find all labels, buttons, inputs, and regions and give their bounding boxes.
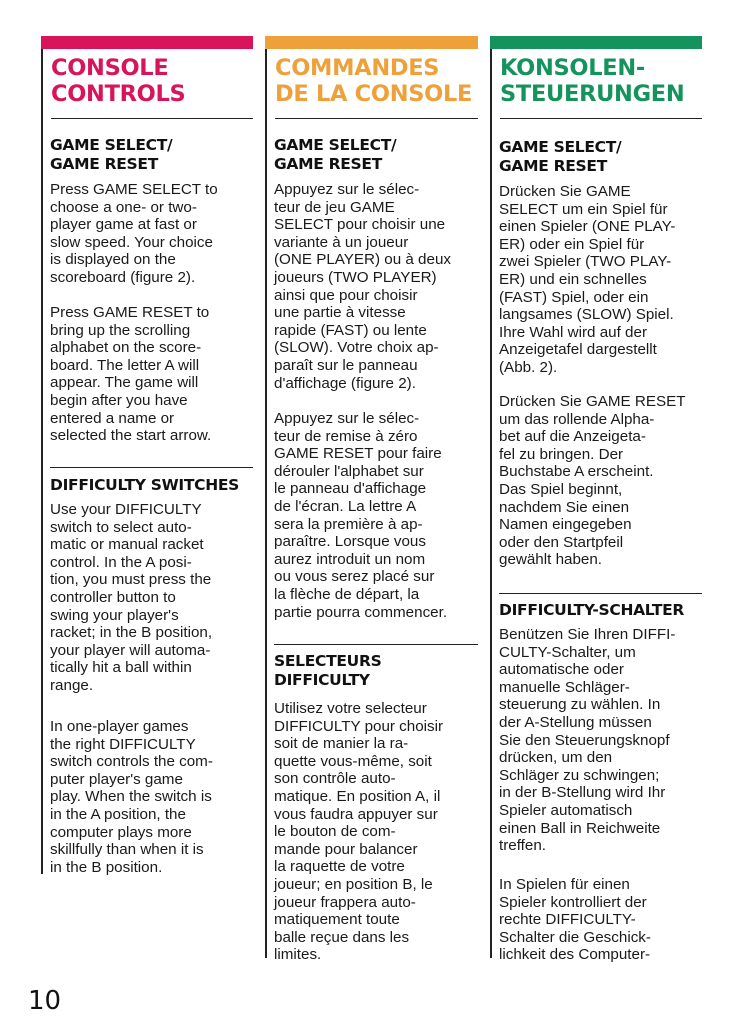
section-rule	[499, 593, 702, 594]
column-divider	[41, 36, 43, 874]
paragraph: Drücken Sie GAME SELECT um ein Spiel für einen Spieler (ONE PLAY- ER) oder ein Spiel für zwei Spieler (TWO PLAY- ER) und ein schnelles (FAST) Spiel, oder ein langsames (SLOW) Spiel. Ihre Wahl wird auf der Anzeigetafel dargestellt (Abb. 2).	[499, 183, 676, 376]
color-bar-orange	[265, 36, 478, 49]
paragraph: Utilisez votre selecteur DIFFICULTY pour choisir soit de manier la ra- quette vous-même, soit son contrôle auto- matique. En position A, il vous faudra appuyer sur le bouton de com- mande pour balancer la raquette de votre joueur; en position B, le joueur frappera auto- matiquement toute balle reçue dans les limites.	[274, 700, 444, 964]
title-rule	[51, 118, 253, 119]
section-heading: GAME SELECT/ GAME RESET	[50, 136, 173, 173]
paragraph: In one-player games the right DIFFICULTY switch controls the com- puter player's game play. When the switch is in the A position, the computer plays more skillfully than when it is in the B position.	[50, 718, 213, 876]
section-heading: DIFFICULTY SWITCHES	[50, 476, 240, 494]
german-title: KONSOLEN- STEUERUNGEN	[500, 55, 685, 107]
paragraph: Appuyez sur le sélec- teur de jeu GAME SELECT pour choisir une variante à un joueur (ONE PLAYER) ou à deux joueurs (TWO PLAYER) ainsi que pour choisir une partie à vitesse rapide (FAST) ou lente (SLOW). Votre choix ap- paraît sur le panneau d'affichage (figure 2).	[274, 181, 451, 392]
paragraph: In Spielen für einen Spieler kontrolliert der rechte DIFFICULTY- Schalter die Geschick- lichkeit des Computer-	[499, 876, 651, 964]
paragraph: Press GAME SELECT to choose a one- or two- player game at fast or slow speed. Your choice is displayed on the scoreboard (figure 2).	[50, 181, 218, 286]
color-bar-red	[41, 36, 253, 49]
section-heading: SELECTEURS DIFFICULTY	[274, 652, 382, 689]
page-number: 10	[28, 986, 62, 1016]
column-divider	[490, 36, 492, 958]
column-divider	[265, 36, 267, 958]
color-bar-green	[490, 36, 702, 49]
paragraph: Press GAME RESET to bring up the scrolling alphabet on the score- board. The letter A will appear. The game will begin after you have entered a name or selected the start arrow.	[50, 304, 212, 445]
paragraph: Drücken Sie GAME RESET um das rollende Alpha- bet auf die Anzeigeta- fel zu bringen. Der Buchstabe A erscheint. Das Spiel beginnt, nachdem Sie einen Namen eingegeben oder den Startpfeil gewählt haben.	[499, 393, 686, 569]
section-rule	[50, 467, 253, 468]
title-rule	[275, 118, 478, 119]
section-rule	[274, 644, 478, 645]
section-heading: GAME SELECT/ GAME RESET	[274, 136, 397, 173]
section-heading: GAME SELECT/ GAME RESET	[499, 138, 622, 175]
paragraph: Benützen Sie Ihren DIFFI- CULTY-Schalter, um automatische oder manuelle Schläger- steuerung zu wählen. In der A-Stellung müssen Sie den Steuerungsknopf drücken, um den Schläger zu schwingen; in der B-Stellung wird Ihr Spieler automatisch einen Ball in Reichweite treffen.	[499, 626, 676, 855]
title-rule	[500, 118, 702, 119]
english-title: CONSOLE CONTROLS	[51, 55, 186, 107]
french-title: COMMANDES DE LA CONSOLE	[275, 55, 473, 107]
section-heading: DIFFICULTY-SCHALTER	[499, 601, 685, 619]
paragraph: Appuyez sur le sélec- teur de remise à zéro GAME RESET pour faire dérouler l'alphabet sur le panneau d'affichage de l'écran. La lettre A sera la première à ap- paraître. Lorsque vous aurez introduit un nom ou vous serez placé sur la flèche de départ, la partie pourra commencer.	[274, 410, 448, 621]
paragraph: Use your DIFFICULTY switch to select auto- matic or manual racket control. In the A posi- tion, you must press the controller button to swing your player's racket; in the B position, your player will automa- tically hit a ball within range.	[50, 501, 213, 694]
